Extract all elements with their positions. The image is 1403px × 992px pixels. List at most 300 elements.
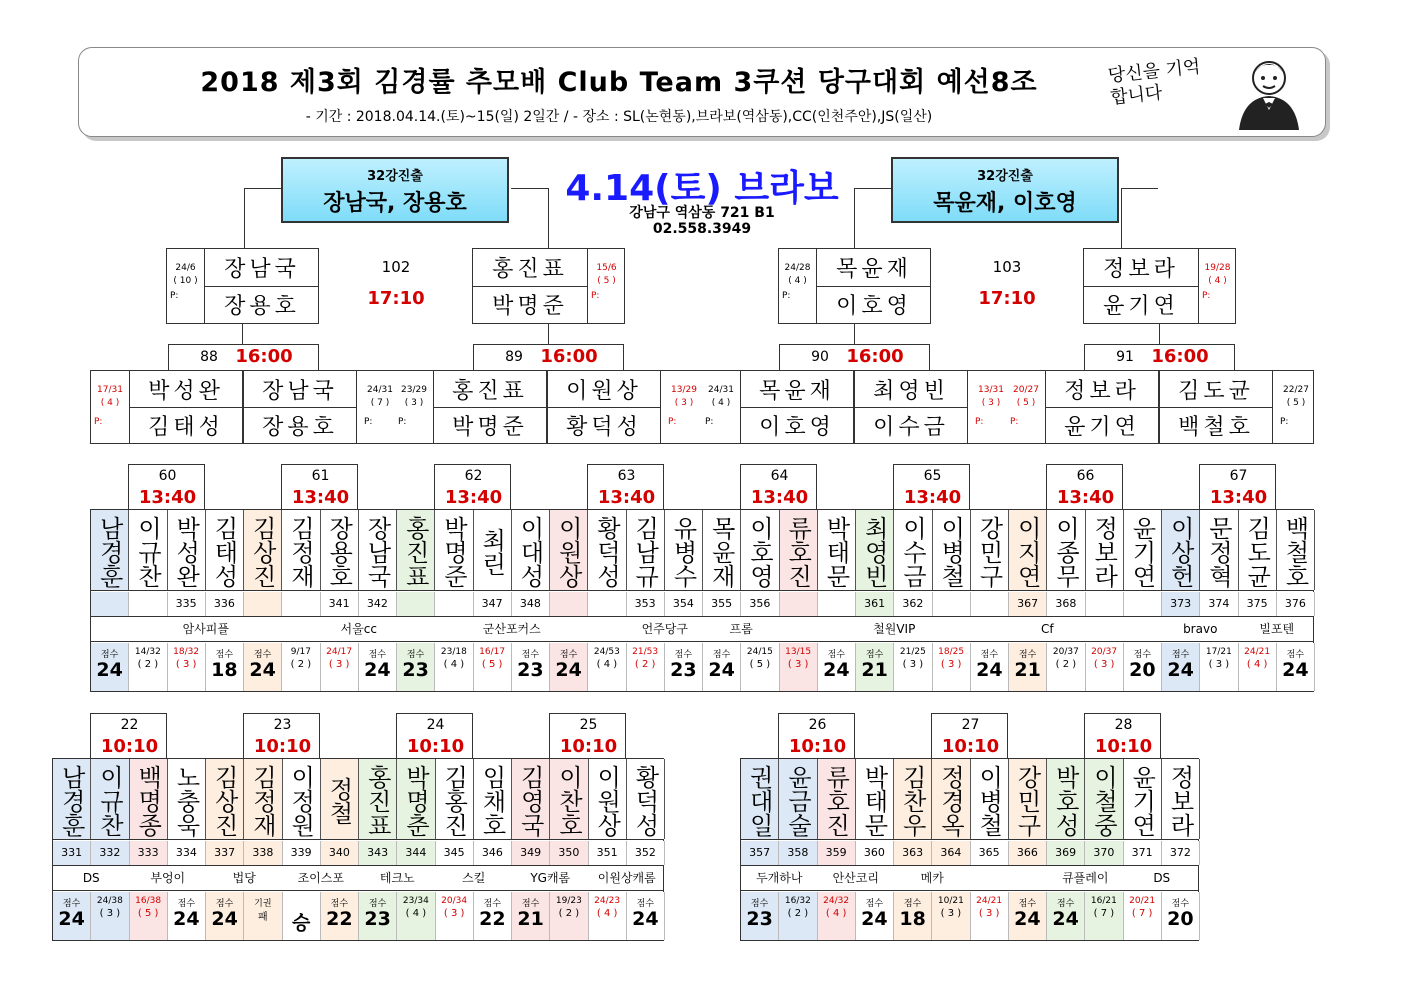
score-label: 점수 bbox=[1286, 650, 1305, 660]
club-name: 큐플레이 bbox=[1062, 871, 1109, 885]
score-cell bbox=[894, 643, 932, 691]
player-vertical-name: 박호성 bbox=[1047, 759, 1085, 839]
club-name: 암사피플 bbox=[182, 622, 229, 636]
player-vertical-name: 임채호 bbox=[474, 759, 512, 839]
score-label: 점수 bbox=[712, 650, 731, 660]
final-match-time: 17:10 bbox=[978, 288, 1036, 309]
score-cell bbox=[359, 892, 397, 940]
player-vertical-name: 이수금 bbox=[894, 510, 932, 590]
match-header bbox=[778, 713, 855, 758]
score-record: 24/17 bbox=[326, 647, 353, 657]
score-value: 24 bbox=[1282, 659, 1309, 681]
player-number: 333 bbox=[130, 841, 168, 865]
player-name: 박성완 bbox=[148, 379, 224, 404]
player-name: 장용호 bbox=[224, 294, 300, 319]
score-value: 24 bbox=[173, 908, 200, 930]
player-number: 331 bbox=[53, 841, 91, 865]
team-record: 24/28 bbox=[784, 263, 811, 273]
advance-box-right bbox=[891, 157, 1119, 223]
match-header bbox=[243, 713, 320, 758]
score-value: 21 bbox=[1014, 659, 1041, 681]
score-label: 점수 bbox=[865, 650, 884, 660]
score-rank: ( 4 ) bbox=[596, 908, 618, 919]
club-name: 안산코리 bbox=[832, 871, 879, 885]
match-header bbox=[396, 713, 473, 758]
player-vertical-name: 류호진 bbox=[818, 759, 856, 839]
club-name bbox=[244, 617, 321, 641]
club-name: 테크노 bbox=[379, 871, 415, 885]
player-name: 홍진표 bbox=[452, 379, 528, 404]
player-number: 360 bbox=[856, 841, 894, 865]
score-value: 24 bbox=[1167, 659, 1194, 681]
team-record: 17/31 bbox=[97, 385, 123, 395]
page-subtitle: - 기간 : 2018.04.14.(토)~15(일) 2일간 / - 장소 : SL(논현동),브라보(역삼동),CC(인천주안),JS(일산) bbox=[305, 109, 933, 125]
team-p: P: bbox=[705, 417, 714, 427]
player-number: 342 bbox=[359, 592, 397, 616]
score-value: 20 bbox=[1167, 908, 1194, 930]
match-number: 67 bbox=[1229, 468, 1248, 484]
player-vertical-name: 노충욱 bbox=[168, 759, 206, 839]
score-cell bbox=[627, 643, 665, 691]
player-name: 목윤재 bbox=[759, 379, 835, 404]
match-number: 60 bbox=[158, 468, 177, 484]
match-time: 10:10 bbox=[941, 736, 1000, 757]
club-name: 조이스포 bbox=[297, 871, 344, 885]
club-name bbox=[397, 617, 474, 641]
score-label: 점수 bbox=[1171, 650, 1190, 660]
player-vertical-name: 강민구 bbox=[971, 510, 1009, 590]
round32-grid bbox=[90, 509, 1314, 692]
player-number: 361 bbox=[856, 592, 894, 616]
advance-names: 목윤재, 이호영 bbox=[933, 191, 1077, 216]
player-vertical-name: 장용호 bbox=[321, 510, 359, 590]
match-header bbox=[168, 344, 319, 370]
score-cell bbox=[321, 892, 359, 940]
team-record: 13/31 bbox=[978, 385, 1004, 395]
bracket-line bbox=[854, 188, 855, 248]
team-rank: ( 5 ) bbox=[1016, 398, 1036, 408]
player-vertical-name: 박명준 bbox=[435, 510, 473, 590]
team-record: 15/6 bbox=[596, 263, 617, 273]
player-vertical-name: 정보라 bbox=[1162, 759, 1200, 839]
score-rank: ( 3 ) bbox=[940, 659, 962, 670]
player-name: 정보라 bbox=[1103, 257, 1179, 282]
player-vertical-name: 이정원 bbox=[283, 759, 321, 839]
score-cell bbox=[779, 892, 817, 940]
score-rank: ( 4 ) bbox=[596, 659, 618, 670]
player-vertical-name: 윤기연 bbox=[1124, 510, 1162, 590]
match-time: 16:00 bbox=[846, 346, 904, 367]
player-vertical-name: 백철호 bbox=[1277, 510, 1315, 590]
player-vertical-name: 김도균 bbox=[1239, 510, 1277, 590]
score-cell bbox=[168, 643, 206, 691]
score-cell bbox=[703, 643, 741, 691]
score-value: 24 bbox=[1014, 908, 1041, 930]
signature-text: 당신을 기억합니다 bbox=[1107, 56, 1202, 109]
score-rank: ( 3 ) bbox=[902, 659, 924, 670]
club-name: 법당 bbox=[232, 871, 256, 885]
match-number: 91 bbox=[1116, 349, 1134, 365]
club-name: bravo bbox=[1183, 622, 1218, 636]
score-record: 16/17 bbox=[479, 647, 506, 657]
player-number: 368 bbox=[1047, 592, 1085, 616]
player-number: 345 bbox=[436, 841, 474, 865]
final-team-box bbox=[166, 248, 319, 324]
bracket-line bbox=[854, 324, 855, 344]
player-name: 박명준 bbox=[492, 294, 568, 319]
match-time: 13:40 bbox=[444, 487, 503, 508]
team-record: 24/6 bbox=[175, 263, 196, 273]
divider bbox=[243, 407, 357, 408]
final-match-no: 103 bbox=[992, 258, 1022, 276]
player-name: 이원상 bbox=[566, 379, 642, 404]
team-record: 22/27 bbox=[1283, 385, 1309, 395]
score-rank: ( 3 ) bbox=[328, 659, 350, 670]
score-record: 16/32 bbox=[784, 896, 811, 906]
player-number: 371 bbox=[1124, 841, 1162, 865]
divider bbox=[91, 641, 1313, 642]
venue-address-line: 강남구 역삼동 721 B1 bbox=[629, 205, 775, 221]
club-name: 철원VIP bbox=[873, 622, 916, 636]
player-number bbox=[282, 592, 320, 616]
score-rank: ( 7 ) bbox=[1093, 908, 1115, 919]
score-cell bbox=[1162, 643, 1200, 691]
score-rank: ( 2 ) bbox=[558, 908, 580, 919]
team-p: P: bbox=[975, 417, 984, 427]
score-label: 점수 bbox=[674, 650, 693, 660]
advance-label: 32강진출 bbox=[977, 169, 1033, 184]
score-record: 23/34 bbox=[402, 896, 429, 906]
player-number: 356 bbox=[741, 592, 779, 616]
player-vertical-name: 김정재 bbox=[244, 759, 282, 839]
match-time: 10:10 bbox=[100, 736, 159, 757]
player-name: 목윤재 bbox=[836, 257, 912, 282]
club-name: 메카 bbox=[920, 871, 944, 885]
score-label: 점수 bbox=[865, 899, 884, 909]
score-value: 23 bbox=[746, 908, 773, 930]
score-record: 24/21 bbox=[976, 896, 1003, 906]
final-team-box bbox=[472, 248, 625, 324]
player-number: 337 bbox=[206, 841, 244, 865]
player-vertical-name: 이병철 bbox=[933, 510, 971, 590]
match-header bbox=[1084, 713, 1161, 758]
player-number: 358 bbox=[779, 841, 817, 865]
club-name bbox=[971, 866, 1048, 890]
score-rank: ( 2 ) bbox=[634, 659, 656, 670]
score-label: 점수 bbox=[636, 899, 655, 909]
score-rank: ( 2 ) bbox=[1055, 659, 1077, 670]
advance-label: 32강진출 bbox=[367, 169, 423, 184]
player-number: 343 bbox=[359, 841, 397, 865]
score-label: 점수 bbox=[827, 650, 846, 660]
match-header bbox=[434, 464, 511, 509]
score-label: 점수 bbox=[1133, 650, 1152, 660]
player-number: 362 bbox=[894, 592, 932, 616]
player-vertical-name: 김상진 bbox=[206, 759, 244, 839]
match-number: 88 bbox=[200, 349, 218, 365]
player-name: 박명준 bbox=[452, 415, 528, 440]
match-time: 10:10 bbox=[788, 736, 847, 757]
score-record: 14/32 bbox=[134, 647, 161, 657]
score-label: 점수 bbox=[215, 650, 234, 660]
team-rank: ( 3 ) bbox=[404, 398, 424, 408]
player-number: 339 bbox=[283, 841, 321, 865]
score-cell bbox=[1047, 892, 1085, 940]
match-header bbox=[779, 344, 930, 370]
player-vertical-name: 윤금술 bbox=[779, 759, 817, 839]
match-number: 89 bbox=[505, 349, 523, 365]
player-vertical-name: 문정혁 bbox=[1200, 510, 1238, 590]
score-record: 23/18 bbox=[440, 647, 467, 657]
score-label: 점수 bbox=[559, 650, 578, 660]
score-record: 20/37 bbox=[1091, 647, 1118, 657]
match-number: 65 bbox=[923, 468, 942, 484]
score-value: 22 bbox=[479, 908, 506, 930]
score-rank: ( 3 ) bbox=[1093, 659, 1115, 670]
score-cell bbox=[512, 643, 550, 691]
match-time: 13:40 bbox=[750, 487, 809, 508]
player-name: 백철호 bbox=[1178, 415, 1254, 440]
club-name: YG캐롬 bbox=[530, 871, 571, 885]
player-vertical-name: 홍진표 bbox=[359, 759, 397, 839]
player-number: 363 bbox=[894, 841, 932, 865]
team-rank: ( 4 ) bbox=[788, 276, 807, 286]
player-name: 김태성 bbox=[148, 415, 224, 440]
team-p: P: bbox=[398, 417, 407, 427]
divider bbox=[741, 890, 1198, 891]
player-number bbox=[397, 592, 435, 616]
club-name bbox=[550, 617, 627, 641]
match-number: 64 bbox=[770, 468, 789, 484]
score-record: 24/53 bbox=[593, 647, 620, 657]
score-rank: ( 4 ) bbox=[825, 908, 847, 919]
player-vertical-name: 최린 bbox=[474, 510, 512, 590]
team-p: P: bbox=[1280, 417, 1289, 427]
match-time: 13:40 bbox=[291, 487, 350, 508]
club-name: 프롬 bbox=[729, 622, 753, 636]
score-record: 20/21 bbox=[1129, 896, 1156, 906]
player-vertical-name: 김태성 bbox=[206, 510, 244, 590]
player-number bbox=[435, 592, 473, 616]
match-header bbox=[931, 713, 1008, 758]
player-number: 354 bbox=[665, 592, 703, 616]
match-number: 25 bbox=[579, 717, 598, 733]
team-rank: ( 4 ) bbox=[100, 398, 120, 408]
player-vertical-name: 유병수 bbox=[665, 510, 703, 590]
bracket-line bbox=[548, 188, 549, 248]
player-number: 344 bbox=[397, 841, 435, 865]
player-number: 335 bbox=[168, 592, 206, 616]
player-vertical-name: 남경훈 bbox=[53, 759, 91, 839]
score-cell bbox=[474, 643, 512, 691]
score-cell bbox=[588, 643, 626, 691]
team-p: P: bbox=[591, 291, 600, 301]
score-record: 16/21 bbox=[1090, 896, 1117, 906]
player-number: 338 bbox=[244, 841, 282, 865]
match-header bbox=[1199, 464, 1276, 509]
score-record: 24/23 bbox=[594, 896, 621, 906]
club-name: 스킬 bbox=[462, 871, 486, 885]
divider bbox=[1084, 286, 1198, 287]
player-vertical-name: 김찬우 bbox=[894, 759, 932, 839]
bracket-line bbox=[242, 324, 243, 344]
player-number: 359 bbox=[818, 841, 856, 865]
score-cell bbox=[627, 892, 665, 940]
score-cell bbox=[474, 892, 512, 940]
score-cell bbox=[1239, 643, 1277, 691]
score-cell bbox=[244, 643, 282, 691]
score-record: 24/21 bbox=[1244, 647, 1271, 657]
match-time: 13:40 bbox=[597, 487, 656, 508]
club-name bbox=[780, 617, 857, 641]
advance-names: 장남국, 장용호 bbox=[323, 191, 467, 216]
player-vertical-name: 이규찬 bbox=[91, 759, 129, 839]
player-number: 336 bbox=[206, 592, 244, 616]
venue-phone: 02.558.3949 bbox=[652, 221, 752, 237]
score-value: 22 bbox=[326, 908, 353, 930]
player-name: 이호영 bbox=[759, 415, 835, 440]
player-name: 최영빈 bbox=[873, 379, 949, 404]
venue-date: 4.14(토) 브라보 bbox=[565, 168, 839, 209]
team-p: P: bbox=[782, 291, 791, 301]
team-record: 13/29 bbox=[671, 385, 697, 395]
score-value: 24 bbox=[58, 908, 85, 930]
match-time: 10:10 bbox=[253, 736, 312, 757]
score-cell bbox=[780, 643, 818, 691]
player-number: 353 bbox=[627, 592, 665, 616]
score-cell bbox=[512, 892, 550, 940]
bracket-line bbox=[1121, 188, 1122, 248]
player-number: 364 bbox=[932, 841, 970, 865]
player-name: 홍진표 bbox=[492, 257, 568, 282]
score-cell bbox=[53, 892, 91, 940]
score-rank: ( 3 ) bbox=[175, 659, 197, 670]
score-rank: ( 5 ) bbox=[481, 659, 503, 670]
player-number: 334 bbox=[168, 841, 206, 865]
player-name: 윤기연 bbox=[1064, 415, 1140, 440]
score-rank: ( 3 ) bbox=[99, 908, 121, 919]
team-p: P: bbox=[170, 291, 179, 301]
player-number: 352 bbox=[627, 841, 665, 865]
club-name: DS bbox=[1153, 871, 1171, 885]
score-label: 점수 bbox=[330, 899, 349, 909]
player-vertical-name: 김홍진 bbox=[436, 759, 474, 839]
score-record: 기권 bbox=[254, 899, 272, 909]
score-cell bbox=[933, 643, 971, 691]
score-value: 승 bbox=[291, 912, 311, 934]
score-cell bbox=[1124, 643, 1162, 691]
team-p: P: bbox=[364, 417, 373, 427]
player-number: 375 bbox=[1239, 592, 1277, 616]
score-cell bbox=[1124, 892, 1162, 940]
player-name: 이호영 bbox=[836, 294, 912, 319]
final-team-box bbox=[1083, 248, 1236, 324]
team-p: P: bbox=[94, 417, 103, 427]
player-name: 김도균 bbox=[1178, 379, 1254, 404]
player-vertical-name: 이찬호 bbox=[550, 759, 588, 839]
score-cell bbox=[856, 892, 894, 940]
player-vertical-name: 윤기연 bbox=[1124, 759, 1162, 839]
team-rank: ( 10 ) bbox=[173, 276, 198, 286]
score-value: 18 bbox=[899, 908, 926, 930]
score-rank: ( 4 ) bbox=[405, 908, 427, 919]
team-p: P: bbox=[1202, 291, 1211, 301]
divider bbox=[740, 407, 854, 408]
match-header bbox=[128, 464, 205, 509]
score-value: 24 bbox=[823, 659, 850, 681]
player-number: 376 bbox=[1277, 592, 1315, 616]
team-rank: ( 4 ) bbox=[711, 398, 731, 408]
divider bbox=[473, 286, 587, 287]
bracket-line bbox=[548, 324, 549, 344]
score-value: 24 bbox=[708, 659, 735, 681]
player-vertical-name: 정보라 bbox=[1086, 510, 1124, 590]
score-cell bbox=[894, 892, 932, 940]
player-vertical-name: 박성완 bbox=[168, 510, 206, 590]
score-cell bbox=[971, 892, 1009, 940]
score-label: 점수 bbox=[521, 899, 540, 909]
score-cell bbox=[1200, 643, 1238, 691]
player-number: 346 bbox=[474, 841, 512, 865]
match-time: 13:40 bbox=[138, 487, 197, 508]
score-label: 점수 bbox=[980, 650, 999, 660]
match-number: 27 bbox=[961, 717, 980, 733]
club-name: DS bbox=[82, 871, 100, 885]
club-name bbox=[1086, 617, 1163, 641]
score-record: 20/34 bbox=[441, 896, 468, 906]
player-vertical-name: 이규찬 bbox=[129, 510, 167, 590]
player-number: 340 bbox=[321, 841, 359, 865]
score-label: 점수 bbox=[483, 899, 502, 909]
score-cell bbox=[1009, 643, 1047, 691]
match-number: 90 bbox=[811, 349, 829, 365]
player-number: 367 bbox=[1009, 592, 1047, 616]
player-vertical-name: 이호영 bbox=[741, 510, 779, 590]
team-record: 19/28 bbox=[1204, 263, 1231, 273]
club-name: 서울cc bbox=[340, 622, 377, 636]
player-vertical-name: 김정재 bbox=[282, 510, 320, 590]
bracket-line bbox=[854, 188, 891, 189]
score-cell bbox=[665, 643, 703, 691]
score-rank: ( 7 ) bbox=[1131, 908, 1153, 919]
team-rank: ( 4 ) bbox=[1208, 276, 1227, 286]
player-number: 348 bbox=[512, 592, 550, 616]
player-number bbox=[780, 592, 818, 616]
club-name: 빌포텐 bbox=[1259, 622, 1295, 636]
score-value: 24 bbox=[976, 659, 1003, 681]
score-label: 점수 bbox=[368, 650, 387, 660]
score-cell bbox=[244, 892, 282, 940]
player-number: 365 bbox=[971, 841, 1009, 865]
club-name: 두개하나 bbox=[756, 871, 803, 885]
score-cell bbox=[283, 892, 321, 940]
player-vertical-name: 남경훈 bbox=[91, 510, 129, 590]
score-value: 24 bbox=[632, 908, 659, 930]
player-vertical-name: 이철중 bbox=[1085, 759, 1123, 839]
score-rank: ( 3 ) bbox=[978, 908, 1000, 919]
score-cell bbox=[971, 643, 1009, 691]
team-rank: ( 5 ) bbox=[1286, 398, 1306, 408]
score-record: 19/23 bbox=[555, 896, 582, 906]
score-value: 24 bbox=[555, 659, 582, 681]
club-name: Cf bbox=[1040, 622, 1054, 636]
match-number: 24 bbox=[426, 717, 445, 733]
page-title: 2018 제3회 김경률 추모배 Club Team 3쿠션 당구대회 예선8조 bbox=[200, 67, 1038, 98]
match-header bbox=[893, 464, 970, 509]
score-record: 10/21 bbox=[937, 896, 964, 906]
score-cell bbox=[359, 643, 397, 691]
score-rank: ( 4 ) bbox=[443, 659, 465, 670]
